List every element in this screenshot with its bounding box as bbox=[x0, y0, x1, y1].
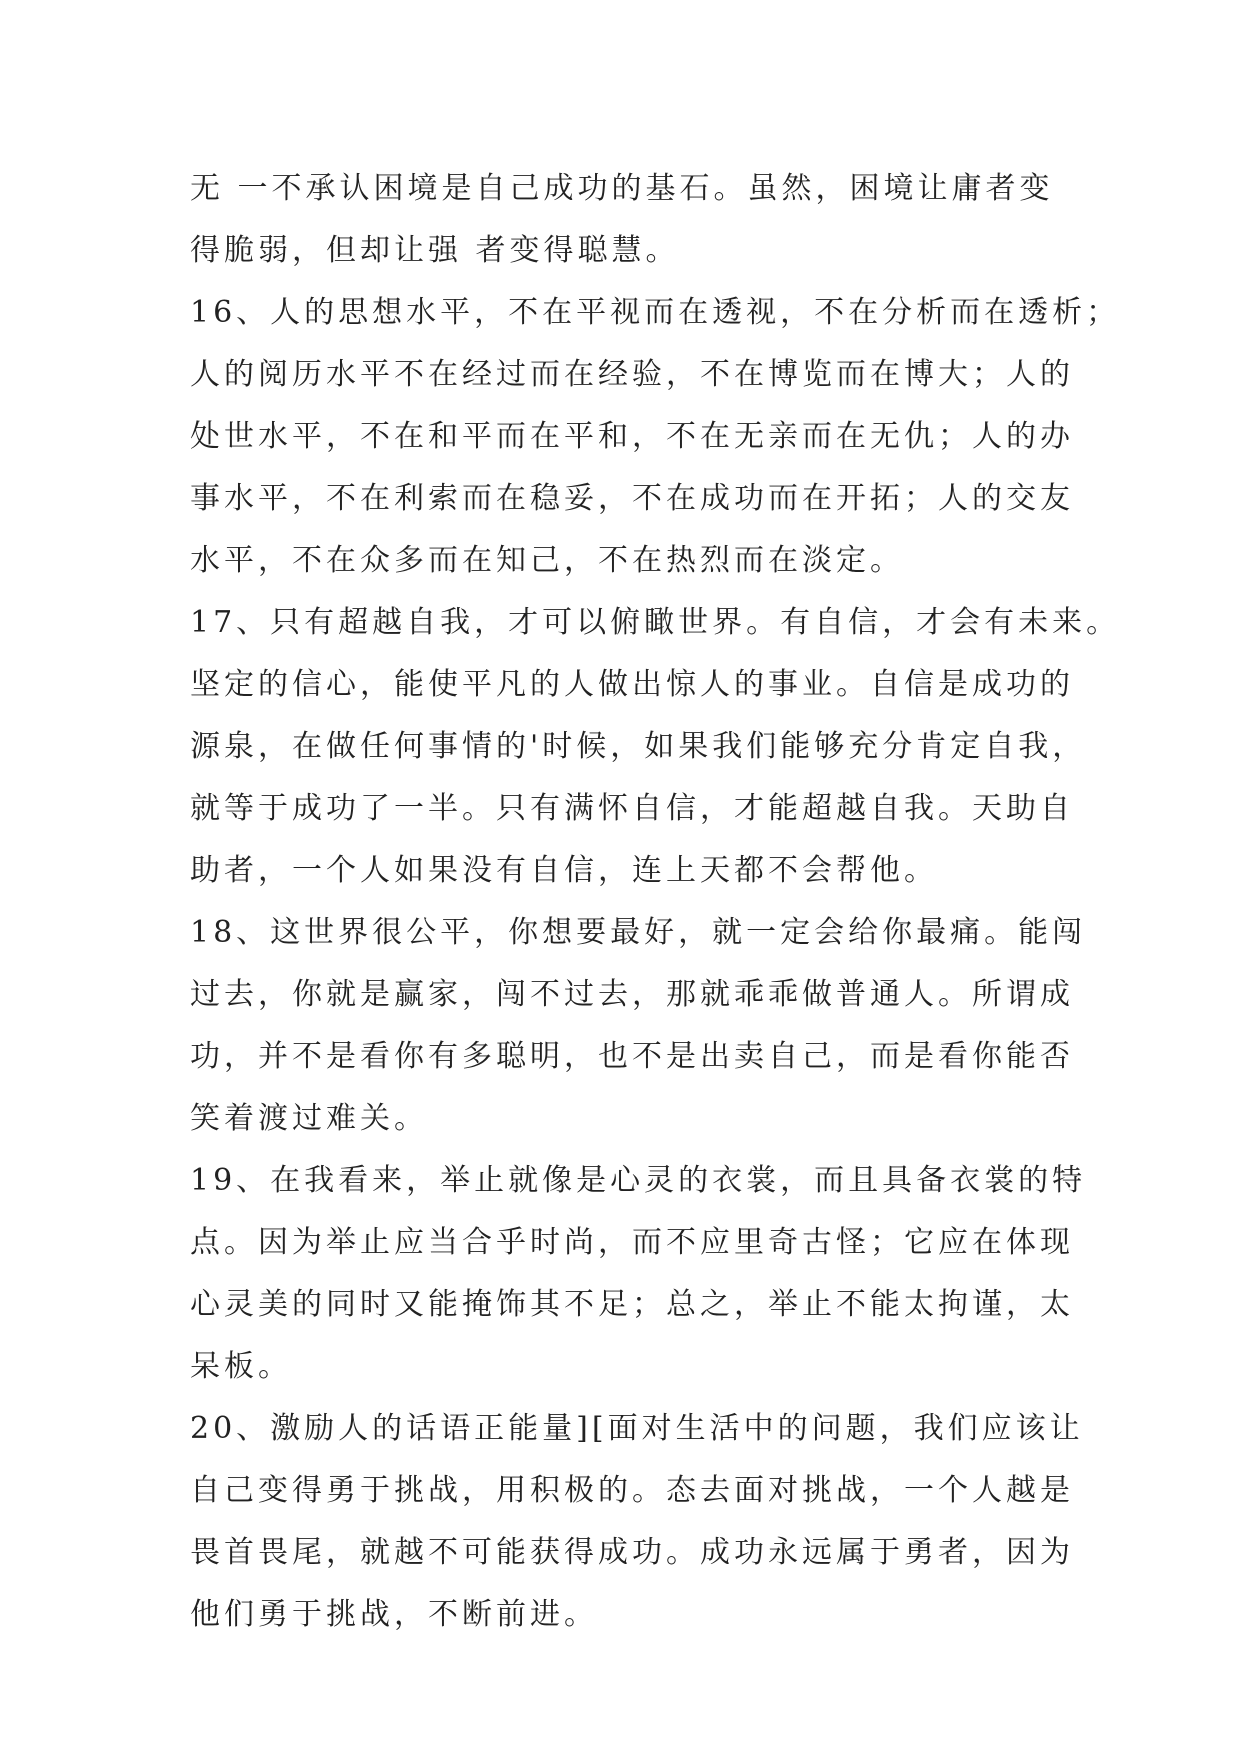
text-line: 就等于成功了一半。只有满怀自信，才能超越自我。天助自 bbox=[190, 791, 1074, 826]
text-line: 处世水平，不在和平而在平和，不在无亲而在无仇；人的办 bbox=[190, 419, 1074, 454]
text-line: 无 一不承认困境是自己成功的基石。虽然，困境让庸者变 bbox=[190, 171, 1054, 206]
text-line: 源泉，在做任何事情的'时候，如果我们能够充分肯定自我， bbox=[190, 729, 1087, 764]
text-line: 得脆弱，但却让强 者变得聪慧。 bbox=[190, 233, 680, 268]
text-line: 17、只有超越自我，才可以俯瞰世界。有自信，才会有未来。 bbox=[190, 605, 1121, 640]
text-line: 水平，不在众多而在知己，不在热烈而在淡定。 bbox=[190, 543, 904, 578]
text-line: 16、人的思想水平，不在平视而在透视，不在分析而在透析； bbox=[190, 295, 1121, 330]
text-line: 人的阅历水平不在经过而在经验，不在博览而在博大；人的 bbox=[190, 357, 1074, 392]
text-line: 20、激励人的话语正能量][面对生活中的问题，我们应该让 bbox=[190, 1411, 1084, 1446]
text-line: 坚定的信心，能使平凡的人做出惊人的事业。自信是成功的 bbox=[190, 667, 1074, 702]
text-line: 事水平，不在利索而在稳妥，不在成功而在开拓；人的交友 bbox=[190, 481, 1074, 516]
text-line: 心灵美的同时又能掩饰其不足；总之，举止不能太拘谨，太 bbox=[190, 1287, 1074, 1322]
text-line: 呆板。 bbox=[190, 1349, 292, 1384]
text-line: 畏首畏尾，就越不可能获得成功。成功永远属于勇者，因为 bbox=[190, 1535, 1074, 1570]
text-line: 点。因为举止应当合乎时尚，而不应里奇古怪；它应在体现 bbox=[190, 1225, 1074, 1260]
text-line: 笑着渡过难关。 bbox=[190, 1101, 428, 1136]
body-text bbox=[190, 158, 1121, 1646]
text-line: 18、这世界很公平，你想要最好，就一定会给你最痛。能闯 bbox=[190, 915, 1087, 950]
text-line: 19、在我看来，举止就像是心灵的衣裳，而且具备衣裳的特 bbox=[190, 1163, 1087, 1198]
text-line: 自己变得勇于挑战，用积极的。态去面对挑战，一个人越是 bbox=[190, 1473, 1074, 1508]
text-line: 功，并不是看你有多聪明，也不是出卖自己，而是看你能否 bbox=[190, 1039, 1074, 1074]
text-line: 过去，你就是赢家，闯不过去，那就乖乖做普通人。所谓成 bbox=[190, 977, 1074, 1012]
text-line: 他们勇于挑战，不断前进。 bbox=[190, 1597, 598, 1632]
text-line: 助者，一个人如果没有自信，连上天都不会帮他。 bbox=[190, 853, 938, 888]
